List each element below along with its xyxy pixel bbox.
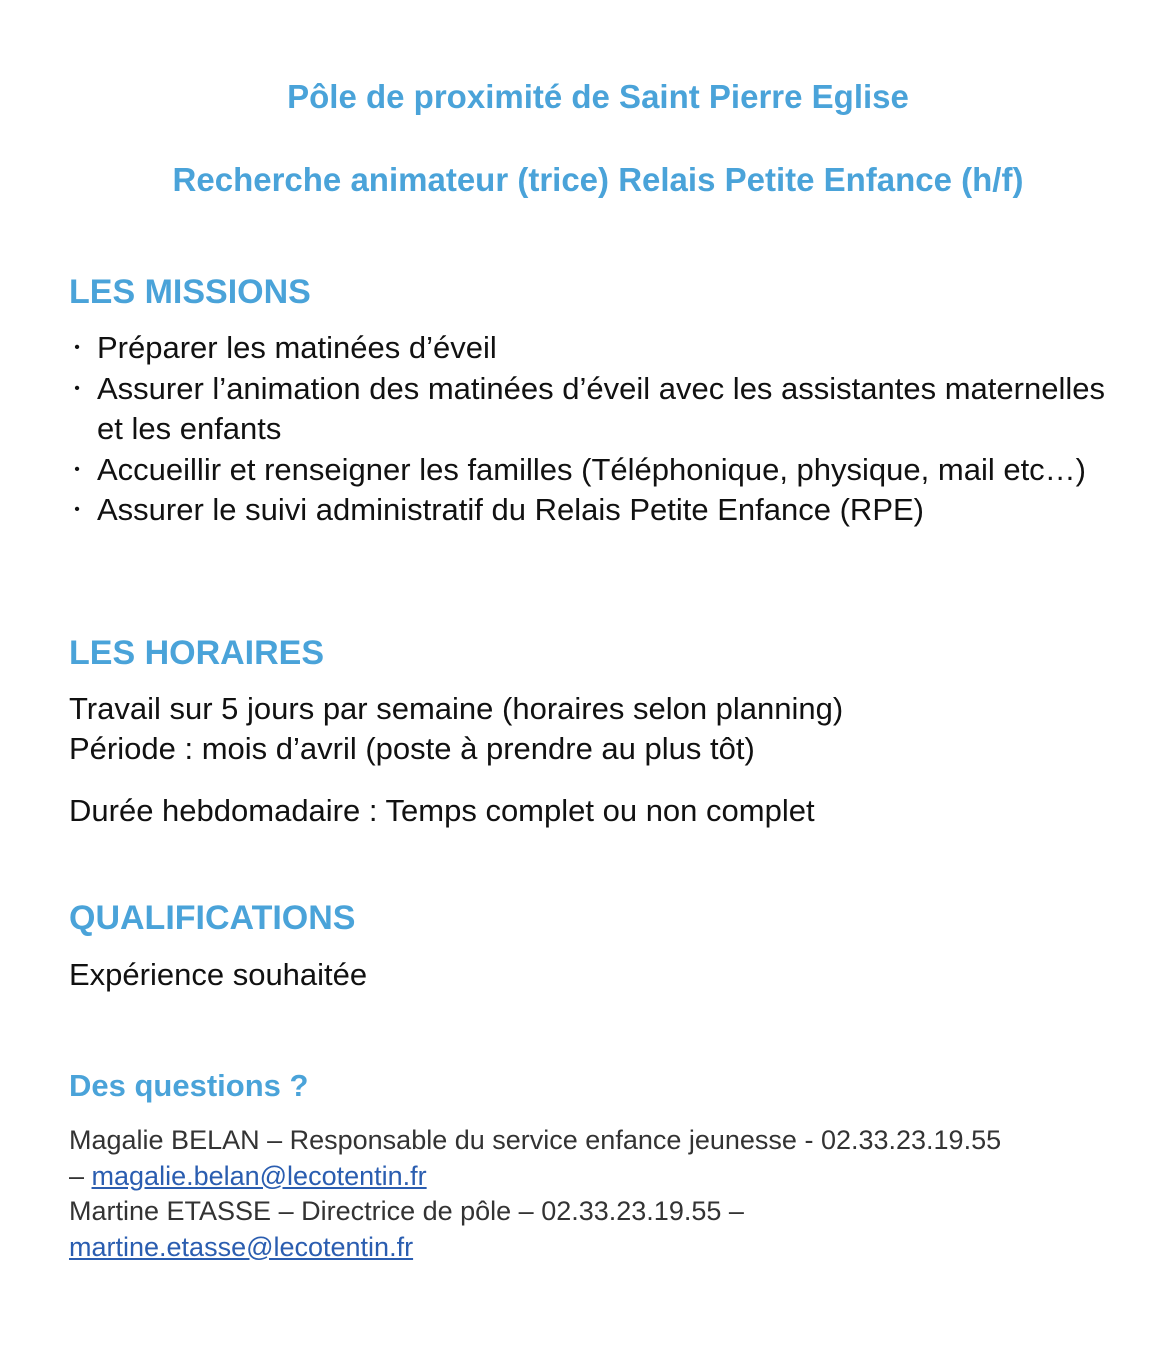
contact-person-2-email-row (69, 1230, 1129, 1266)
horaires-duration: Durée hebdomadaire : Temps complet ou non complet (69, 793, 815, 828)
missions-list (69, 328, 1129, 531)
contact-dash: – (69, 1160, 92, 1191)
qualifications-heading: QUALIFICATIONS (69, 899, 356, 937)
qualifications-text: Expérience souhaitée (69, 957, 368, 992)
contact-person-1-email-row (69, 1159, 1129, 1195)
list-item (69, 328, 1129, 369)
bullet-icon: • (74, 460, 80, 478)
contact-block (69, 1123, 1129, 1265)
page-subtitle: Recherche animateur (trice) Relais Petite Enfance (h/f) (172, 161, 1024, 198)
email-link-magalie[interactable]: magalie.belan@lecotentin.fr (91, 1160, 427, 1191)
list-item (69, 450, 1129, 491)
email-link-martine[interactable]: martine.etasse@lecotentin.fr (69, 1231, 414, 1262)
bullet-icon: • (74, 379, 80, 397)
contact-person-2: Martine ETASSE – Directrice de pôle – 02.33.23.19.55 – (69, 1196, 744, 1226)
contact-heading: Des questions ? (69, 1068, 309, 1103)
bullet-icon: • (74, 339, 80, 356)
mission-text: Assurer l’animation des matinées d’éveil avec les assistantes maternelles et les enfants (97, 370, 1105, 446)
missions-heading: LES MISSIONS (69, 273, 311, 311)
horaires-heading: LES HORAIRES (69, 634, 325, 672)
mission-text: Accueillir et renseigner les familles (Téléphonique, physique, mail etc…) (97, 451, 1087, 487)
page-title: Pôle de proximité de Saint Pierre Eglise (287, 78, 909, 115)
horaires-schedule: Travail sur 5 jours par semaine (horaires selon planning) (69, 691, 844, 726)
mission-text: Préparer les matinées d’éveil (97, 330, 497, 365)
mission-text: Assurer le suivi administratif du Relais Petite Enfance (RPE) (97, 492, 924, 527)
horaires-period: Période : mois d’avril (poste à prendre au plus tôt) (69, 731, 755, 766)
list-item (69, 490, 1129, 531)
list-item (69, 369, 1129, 450)
contact-person-1: Magalie BELAN – Responsable du service enfance jeunesse - 02.33.23.19.55 (69, 1125, 1002, 1155)
bullet-icon: • (74, 501, 80, 518)
